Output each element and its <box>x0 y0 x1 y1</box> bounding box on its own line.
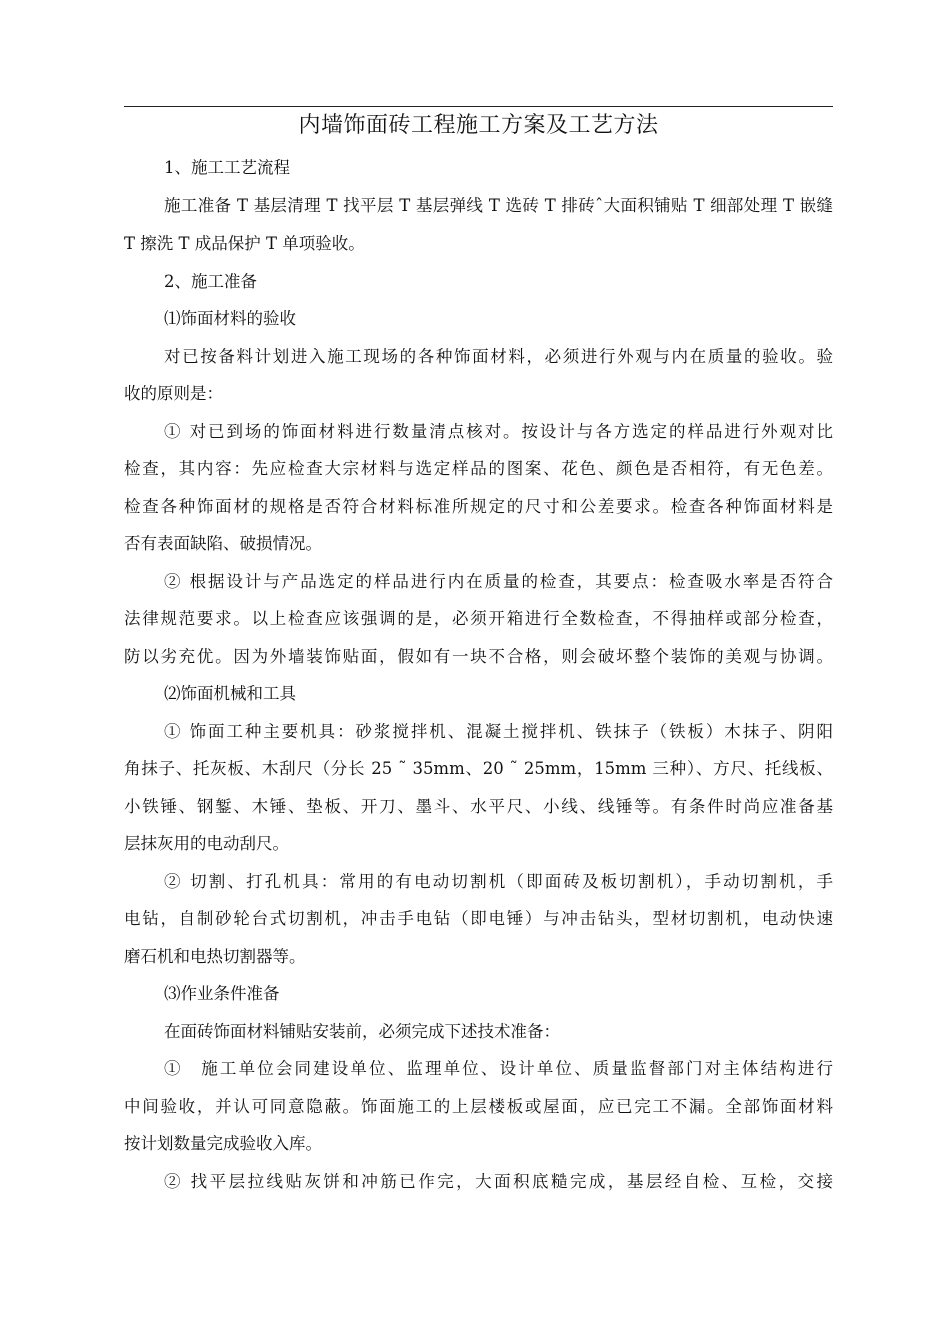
paragraph-line: ② 找平层拉线贴灰饼和冲筋已作完，大面积底糙完成，基层经自检、互检，交接 <box>164 1172 833 1191</box>
paragraph-line: 对已按备料计划进入施工现场的各种饰面材料，必须进行外观与内在质量的验收。验 <box>164 347 833 366</box>
paragraph-line: 按计划数量完成验收入库。 <box>124 1134 322 1153</box>
paragraph-line: 法律规范要求。以上检查应该强调的是，必须开箱进行全数检查，不得抽样或部分检查， <box>124 609 833 628</box>
subsection-heading: ⑶作业条件准备 <box>164 984 280 1003</box>
paragraph-line: 电钻，自制砂轮台式切割机，冲击手电钻（即电锤）与冲击钻头，型材切割机，电动快速 <box>124 909 833 928</box>
paragraph-line: 检查各种饰面材的规格是否符合材料标准所规定的尺寸和公差要求。检查各种饰面材料是 <box>124 497 833 516</box>
paragraph-line: 磨石机和电热切割器等。 <box>124 947 306 966</box>
paragraph-line: 检查，其内容：先应检查大宗材料与选定样品的图案、花色、颜色是否相符，有无色差。 <box>124 459 833 478</box>
document-title: 内墙饰面砖工程施工方案及工艺方法 <box>298 113 659 138</box>
paragraph-line: 层抹灰用的电动刮尺。 <box>124 834 289 853</box>
section-heading: 2、施工准备 <box>164 272 257 291</box>
paragraph-line: ① 饰面工种主要机具：砂浆搅拌机、混凝土搅拌机、铁抹子（铁板）木抹子、阴阳 <box>164 722 833 741</box>
paragraph-line: 中间验收，并认可同意隐蔽。饰面施工的上层楼板或屋面，应已完工不漏。全部饰面材料 <box>124 1097 833 1116</box>
paragraph-line: 收的原则是： <box>124 384 223 403</box>
paragraph-line: 施工准备 T 基层清理 T 找平层 T 基层弹线 T 选砖 T 排砖ˆ大面积铺贴 T 细部处理 T 嵌缝 <box>164 196 833 215</box>
paragraph-line: 防以劣充优。因为外墙装饰贴面，假如有一块不合格，则会破坏整个装饰的美观与协调。 <box>124 647 833 666</box>
paragraph-line: 在面砖饰面材料铺贴安装前，必须完成下述技术准备： <box>164 1022 560 1041</box>
paragraph-line: 小铁锤、钢錾、木锤、垫板、开刀、墨斗、水平尺、小线、线锤等。有条件时尚应准备基 <box>124 797 833 816</box>
subsection-heading: ⑵饰面机械和工具 <box>164 684 296 703</box>
paragraph-line: ② 切割、打孔机具：常用的有电动切割机（即面砖及板切割机），手动切割机，手 <box>164 872 833 891</box>
paragraph-line: T 擦洗 T 成品保护 T 单项验收。 <box>124 234 365 253</box>
paragraph-line: ① 施工单位会同建设单位、监理单位、设计单位、质量监督部门对主体结构进行 <box>164 1059 833 1078</box>
paragraph-line: 角抹子、托灰板、木刮尺（分长 25 ˜ 35mm、20 ˜ 25mm，15mm 三种）、方尺、托线板、 <box>124 759 833 778</box>
subsection-heading: ⑴饰面材料的验收 <box>164 309 296 328</box>
paragraph-line: 否有表面缺陷、破损情况。 <box>124 534 322 553</box>
header-rule <box>124 106 833 107</box>
paragraph-line: ② 根据设计与产品选定的样品进行内在质量的检查，其要点：检查吸水率是否符合 <box>164 572 833 591</box>
section-heading: 1、施工工艺流程 <box>164 158 290 177</box>
paragraph-line: ① 对已到场的饰面材料进行数量清点核对。按设计与各方选定的样品进行外观对比 <box>164 422 833 441</box>
